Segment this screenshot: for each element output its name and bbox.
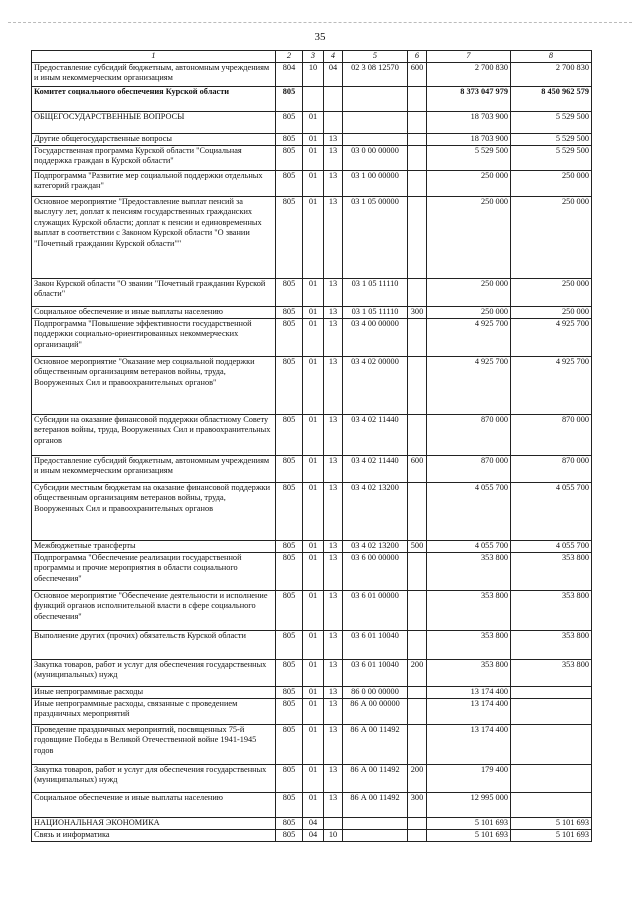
- target-article-cell: [343, 133, 408, 145]
- target-article-cell: 86 А 00 11492: [343, 764, 408, 792]
- expense-type-cell: 300: [408, 306, 427, 318]
- item-name-cell: Выполнение других (прочих) обязательств Курской области: [32, 630, 276, 659]
- item-name-cell: Основное мероприятие "Предоставление выплат пенсий за выслугу лет, доплат к пенсиям государственных гражданских служащих Курской области; доплат к пенсии и единовременных выплат в соответствии с Законом Курской области "О звании "Почетный гражданин Курской области"": [32, 196, 276, 278]
- page-number: 35: [314, 31, 326, 43]
- expense-type-cell: 600: [408, 62, 427, 86]
- header-row: [32, 51, 592, 63]
- expense-type-cell: [408, 111, 427, 133]
- target-article-cell: 03 1 05 11110: [343, 306, 408, 318]
- target-article-cell: 86 0 00 00000: [343, 686, 408, 698]
- table-row: [32, 659, 592, 686]
- ministry-code-cell: 805: [276, 306, 303, 318]
- amount-year1-cell: 4 925 700: [427, 356, 511, 414]
- section-cell: 01: [303, 698, 324, 724]
- item-name-cell: Связь и информатика: [32, 829, 276, 841]
- subsection-cell: 13: [324, 764, 343, 792]
- expense-type-cell: [408, 356, 427, 414]
- subsection-cell: 13: [324, 133, 343, 145]
- section-cell: 01: [303, 306, 324, 318]
- item-name-cell: Закупка товаров, работ и услуг для обеспечения государственных (муниципальных) нужд: [32, 764, 276, 792]
- section-cell: 01: [303, 278, 324, 306]
- amount-year2-cell: 250 000: [511, 278, 592, 306]
- table-row: [32, 698, 592, 724]
- subsection-cell: 13: [324, 792, 343, 817]
- item-name-cell: Другие общегосударственные вопросы: [32, 133, 276, 145]
- ministry-code-cell: 805: [276, 590, 303, 630]
- ministry-code-cell: 805: [276, 724, 303, 764]
- ministry-code-cell: 805: [276, 318, 303, 356]
- ministry-code-cell: 805: [276, 145, 303, 170]
- ministry-code-cell: 805: [276, 630, 303, 659]
- amount-year2-cell: 4 925 700: [511, 318, 592, 356]
- amount-year1-cell: 4 925 700: [427, 318, 511, 356]
- amount-year1-cell: 250 000: [427, 196, 511, 278]
- item-name-cell: Государственная программа Курской области "Социальная поддержка граждан в Курской области": [32, 145, 276, 170]
- expense-type-cell: [408, 86, 427, 111]
- expense-type-cell: [408, 414, 427, 455]
- amount-year1-cell: 13 174 400: [427, 698, 511, 724]
- target-article-cell: 03 4 02 13200: [343, 540, 408, 552]
- amount-year2-cell: 5 529 500: [511, 145, 592, 170]
- amount-year1-cell: 18 703 900: [427, 133, 511, 145]
- subsection-cell: 13: [324, 724, 343, 764]
- ministry-code-cell: 805: [276, 278, 303, 306]
- amount-year2-cell: 353 800: [511, 659, 592, 686]
- amount-year1-cell: 250 000: [427, 306, 511, 318]
- expense-type-cell: [408, 829, 427, 841]
- header-cell: 1: [32, 51, 276, 63]
- item-name-cell: Подпрограмма "Развитие мер социальной поддержки отдельных категорий граждан": [32, 170, 276, 196]
- amount-year2-cell: 250 000: [511, 170, 592, 196]
- item-name-cell: Иные непрограммные расходы: [32, 686, 276, 698]
- amount-year2-cell: 5 101 693: [511, 829, 592, 841]
- header-cell: 8: [511, 51, 592, 63]
- item-name-cell: Закон Курской области "О звании "Почетный гражданин Курской области": [32, 278, 276, 306]
- subsection-cell: [324, 111, 343, 133]
- amount-year1-cell: 13 174 400: [427, 724, 511, 764]
- ministry-code-cell: 805: [276, 356, 303, 414]
- subsection-cell: 13: [324, 482, 343, 540]
- item-name-cell: Основное мероприятие "Оказание мер социальной поддержки общественным организациям ветеранов войны, труда, Вооруженных Сил и правоохранительных органов": [32, 356, 276, 414]
- amount-year2-cell: 353 800: [511, 590, 592, 630]
- target-article-cell: 03 4 00 00000: [343, 318, 408, 356]
- subsection-cell: 13: [324, 552, 343, 590]
- amount-year2-cell: [511, 698, 592, 724]
- target-article-cell: 86 А 00 11492: [343, 724, 408, 764]
- subsection-cell: 13: [324, 145, 343, 170]
- amount-year1-cell: 870 000: [427, 414, 511, 455]
- table-row: [32, 62, 592, 86]
- section-cell: 01: [303, 455, 324, 482]
- section-cell: 01: [303, 540, 324, 552]
- amount-year2-cell: [511, 686, 592, 698]
- subsection-cell: 13: [324, 356, 343, 414]
- subsection-cell: 13: [324, 590, 343, 630]
- amount-year2-cell: 5 529 500: [511, 133, 592, 145]
- ministry-code-cell: 804: [276, 62, 303, 86]
- amount-year2-cell: [511, 724, 592, 764]
- ministry-code-cell: 805: [276, 817, 303, 829]
- section-cell: 01: [303, 686, 324, 698]
- amount-year2-cell: 353 800: [511, 630, 592, 659]
- amount-year1-cell: 5 101 693: [427, 817, 511, 829]
- amount-year1-cell: 250 000: [427, 170, 511, 196]
- target-article-cell: 03 4 02 11440: [343, 455, 408, 482]
- target-article-cell: 03 6 01 10040: [343, 630, 408, 659]
- table-row: [32, 306, 592, 318]
- amount-year1-cell: 4 055 700: [427, 540, 511, 552]
- subsection-cell: 13: [324, 196, 343, 278]
- table-row: [32, 764, 592, 792]
- amount-year2-cell: 353 800: [511, 552, 592, 590]
- table-row: [32, 724, 592, 764]
- amount-year2-cell: 4 925 700: [511, 356, 592, 414]
- ministry-code-cell: 805: [276, 792, 303, 817]
- ministry-code-cell: 805: [276, 455, 303, 482]
- expense-type-cell: [408, 133, 427, 145]
- amount-year1-cell: 13 174 400: [427, 686, 511, 698]
- section-cell: 04: [303, 829, 324, 841]
- item-name-cell: НАЦИОНАЛЬНАЯ ЭКОНОМИКА: [32, 817, 276, 829]
- subsection-cell: 13: [324, 659, 343, 686]
- amount-year2-cell: 870 000: [511, 414, 592, 455]
- ministry-code-cell: 805: [276, 829, 303, 841]
- subsection-cell: 13: [324, 318, 343, 356]
- item-name-cell: Основное мероприятие "Обеспечение деятельности и исполнение функций органов исполнительной власти в сфере социального обеспечения": [32, 590, 276, 630]
- table-row: [32, 414, 592, 455]
- subsection-cell: 13: [324, 306, 343, 318]
- item-name-cell: Закупка товаров, работ и услуг для обеспечения государственных (муниципальных) нужд: [32, 659, 276, 686]
- item-name-cell: Иные непрограммные расходы, связанные с проведением праздничных мероприятий: [32, 698, 276, 724]
- subsection-cell: 04: [324, 62, 343, 86]
- target-article-cell: 03 4 02 13200: [343, 482, 408, 540]
- table-body: [32, 51, 592, 842]
- subsection-cell: [324, 817, 343, 829]
- expense-type-cell: [408, 817, 427, 829]
- table-row: [32, 792, 592, 817]
- subsection-cell: [324, 86, 343, 111]
- item-name-cell: Предоставление субсидий бюджетным, автономным учреждениям и иным некоммерческим организациям: [32, 455, 276, 482]
- amount-year1-cell: 5 101 693: [427, 829, 511, 841]
- ministry-code-cell: 805: [276, 133, 303, 145]
- target-article-cell: 03 6 01 00000: [343, 590, 408, 630]
- expense-type-cell: [408, 686, 427, 698]
- subsection-cell: 10: [324, 829, 343, 841]
- amount-year1-cell: 353 800: [427, 659, 511, 686]
- subsection-cell: 13: [324, 170, 343, 196]
- amount-year1-cell: 8 373 047 979: [427, 86, 511, 111]
- section-cell: 01: [303, 724, 324, 764]
- expense-type-cell: [408, 590, 427, 630]
- target-article-cell: [343, 86, 408, 111]
- ministry-code-cell: 805: [276, 764, 303, 792]
- section-cell: 01: [303, 356, 324, 414]
- item-name-cell: Предоставление субсидий бюджетным, автономным учреждениям и иным некоммерческим организациям: [32, 62, 276, 86]
- subsection-cell: 13: [324, 630, 343, 659]
- section-cell: 04: [303, 817, 324, 829]
- ministry-code-cell: 805: [276, 686, 303, 698]
- amount-year2-cell: 2 700 830: [511, 62, 592, 86]
- expense-type-cell: [408, 552, 427, 590]
- table-row: [32, 552, 592, 590]
- amount-year2-cell: 4 055 700: [511, 482, 592, 540]
- section-cell: [303, 86, 324, 111]
- header-cell: 7: [427, 51, 511, 63]
- target-article-cell: [343, 829, 408, 841]
- ministry-code-cell: 805: [276, 86, 303, 111]
- amount-year1-cell: 353 800: [427, 552, 511, 590]
- amount-year2-cell: 870 000: [511, 455, 592, 482]
- expense-type-cell: 200: [408, 764, 427, 792]
- subsection-cell: 13: [324, 455, 343, 482]
- amount-year2-cell: 8 450 962 579: [511, 86, 592, 111]
- section-cell: 01: [303, 196, 324, 278]
- item-name-cell: Подпрограмма "Обеспечение реализации государственной программы и прочие мероприятия в области социального обеспечения": [32, 552, 276, 590]
- expense-type-cell: [408, 482, 427, 540]
- subsection-cell: 13: [324, 414, 343, 455]
- subsection-cell: 13: [324, 278, 343, 306]
- target-article-cell: 03 4 02 11440: [343, 414, 408, 455]
- section-cell: 01: [303, 552, 324, 590]
- amount-year2-cell: 4 055 700: [511, 540, 592, 552]
- item-name-cell: Комитет социального обеспечения Курской области: [32, 86, 276, 111]
- item-name-cell: Субсидии местным бюджетам на оказание финансовой поддержки общественным организациям ветеранов войны, труда, Вооруженных Сил и правоохранительных органов: [32, 482, 276, 540]
- section-cell: 01: [303, 414, 324, 455]
- table-row: [32, 829, 592, 841]
- header-cell: 3: [303, 51, 324, 63]
- item-name-cell: ОБЩЕГОСУДАРСТВЕННЫЕ ВОПРОСЫ: [32, 111, 276, 133]
- table-row: [32, 455, 592, 482]
- amount-year1-cell: 4 055 700: [427, 482, 511, 540]
- ministry-code-cell: 805: [276, 540, 303, 552]
- section-cell: 10: [303, 62, 324, 86]
- amount-year1-cell: 12 995 000: [427, 792, 511, 817]
- ministry-code-cell: 805: [276, 698, 303, 724]
- expense-type-cell: [408, 278, 427, 306]
- table-row: [32, 133, 592, 145]
- amount-year2-cell: 5 101 693: [511, 817, 592, 829]
- ministry-code-cell: 805: [276, 170, 303, 196]
- item-name-cell: Социальное обеспечение и иные выплаты населению: [32, 792, 276, 817]
- amount-year2-cell: [511, 792, 592, 817]
- item-name-cell: Подпрограмма "Повышение эффективности государственной поддержки социально-ориентированных некоммерческих организаций": [32, 318, 276, 356]
- target-article-cell: 03 1 00 00000: [343, 170, 408, 196]
- section-cell: 01: [303, 630, 324, 659]
- amount-year1-cell: 250 000: [427, 278, 511, 306]
- amount-year1-cell: 18 703 900: [427, 111, 511, 133]
- table-row: [32, 170, 592, 196]
- ministry-code-cell: 805: [276, 414, 303, 455]
- section-cell: 01: [303, 170, 324, 196]
- target-article-cell: [343, 817, 408, 829]
- section-cell: 01: [303, 482, 324, 540]
- amount-year1-cell: 353 800: [427, 590, 511, 630]
- section-cell: 01: [303, 111, 324, 133]
- header-cell: 4: [324, 51, 343, 63]
- header-cell: 6: [408, 51, 427, 63]
- section-cell: 01: [303, 318, 324, 356]
- table-row: [32, 111, 592, 133]
- amount-year1-cell: 870 000: [427, 455, 511, 482]
- ministry-code-cell: 805: [276, 659, 303, 686]
- item-name-cell: Социальное обеспечение и иные выплаты населению: [32, 306, 276, 318]
- budget-table: [31, 50, 592, 842]
- table-row: [32, 817, 592, 829]
- ministry-code-cell: 805: [276, 552, 303, 590]
- section-cell: 01: [303, 792, 324, 817]
- amount-year1-cell: 2 700 830: [427, 62, 511, 86]
- table-row: [32, 196, 592, 278]
- item-name-cell: Межбюджетные трансферты: [32, 540, 276, 552]
- target-article-cell: 03 1 05 00000: [343, 196, 408, 278]
- ministry-code-cell: 805: [276, 482, 303, 540]
- section-cell: 01: [303, 133, 324, 145]
- table-row: [32, 356, 592, 414]
- expense-type-cell: [408, 724, 427, 764]
- amount-year1-cell: 179 400: [427, 764, 511, 792]
- target-article-cell: 03 0 00 00000: [343, 145, 408, 170]
- expense-type-cell: 300: [408, 792, 427, 817]
- table-row: [32, 482, 592, 540]
- table-row: [32, 318, 592, 356]
- top-border-line: [8, 22, 632, 23]
- table-row: [32, 278, 592, 306]
- expense-type-cell: [408, 145, 427, 170]
- target-article-cell: 03 6 01 10040: [343, 659, 408, 686]
- amount-year2-cell: [511, 764, 592, 792]
- table-row: [32, 145, 592, 170]
- expense-type-cell: 500: [408, 540, 427, 552]
- header-cell: 2: [276, 51, 303, 63]
- target-article-cell: 03 6 00 00000: [343, 552, 408, 590]
- target-article-cell: 02 3 08 12570: [343, 62, 408, 86]
- table-row: [32, 686, 592, 698]
- item-name-cell: Проведение праздничных мероприятий, посвященных 75-й годовщине Победы в Великой Отечественной войне 1941-1945 годов: [32, 724, 276, 764]
- expense-type-cell: [408, 170, 427, 196]
- subsection-cell: 13: [324, 540, 343, 552]
- expense-type-cell: [408, 318, 427, 356]
- expense-type-cell: 600: [408, 455, 427, 482]
- target-article-cell: 03 1 05 11110: [343, 278, 408, 306]
- header-cell: 5: [343, 51, 408, 63]
- subsection-cell: 13: [324, 686, 343, 698]
- amount-year1-cell: 353 800: [427, 630, 511, 659]
- ministry-code-cell: 805: [276, 111, 303, 133]
- table-row: [32, 630, 592, 659]
- target-article-cell: 86 А 00 00000: [343, 698, 408, 724]
- section-cell: 01: [303, 145, 324, 170]
- amount-year1-cell: 5 529 500: [427, 145, 511, 170]
- item-name-cell: Субсидии на оказание финансовой поддержки областному Совету ветеранов войны, труда, Вооруженных Сил и правоохранительных органов: [32, 414, 276, 455]
- expense-type-cell: 200: [408, 659, 427, 686]
- section-cell: 01: [303, 659, 324, 686]
- table-row: [32, 540, 592, 552]
- amount-year2-cell: 5 529 500: [511, 111, 592, 133]
- section-cell: 01: [303, 764, 324, 792]
- expense-type-cell: [408, 196, 427, 278]
- expense-type-cell: [408, 630, 427, 659]
- ministry-code-cell: 805: [276, 196, 303, 278]
- amount-year2-cell: 250 000: [511, 306, 592, 318]
- subsection-cell: 13: [324, 698, 343, 724]
- table-row: [32, 590, 592, 630]
- expense-type-cell: [408, 698, 427, 724]
- target-article-cell: 03 4 02 00000: [343, 356, 408, 414]
- amount-year2-cell: 250 000: [511, 196, 592, 278]
- table-row: [32, 86, 592, 111]
- target-article-cell: 86 А 00 11492: [343, 792, 408, 817]
- section-cell: 01: [303, 590, 324, 630]
- target-article-cell: [343, 111, 408, 133]
